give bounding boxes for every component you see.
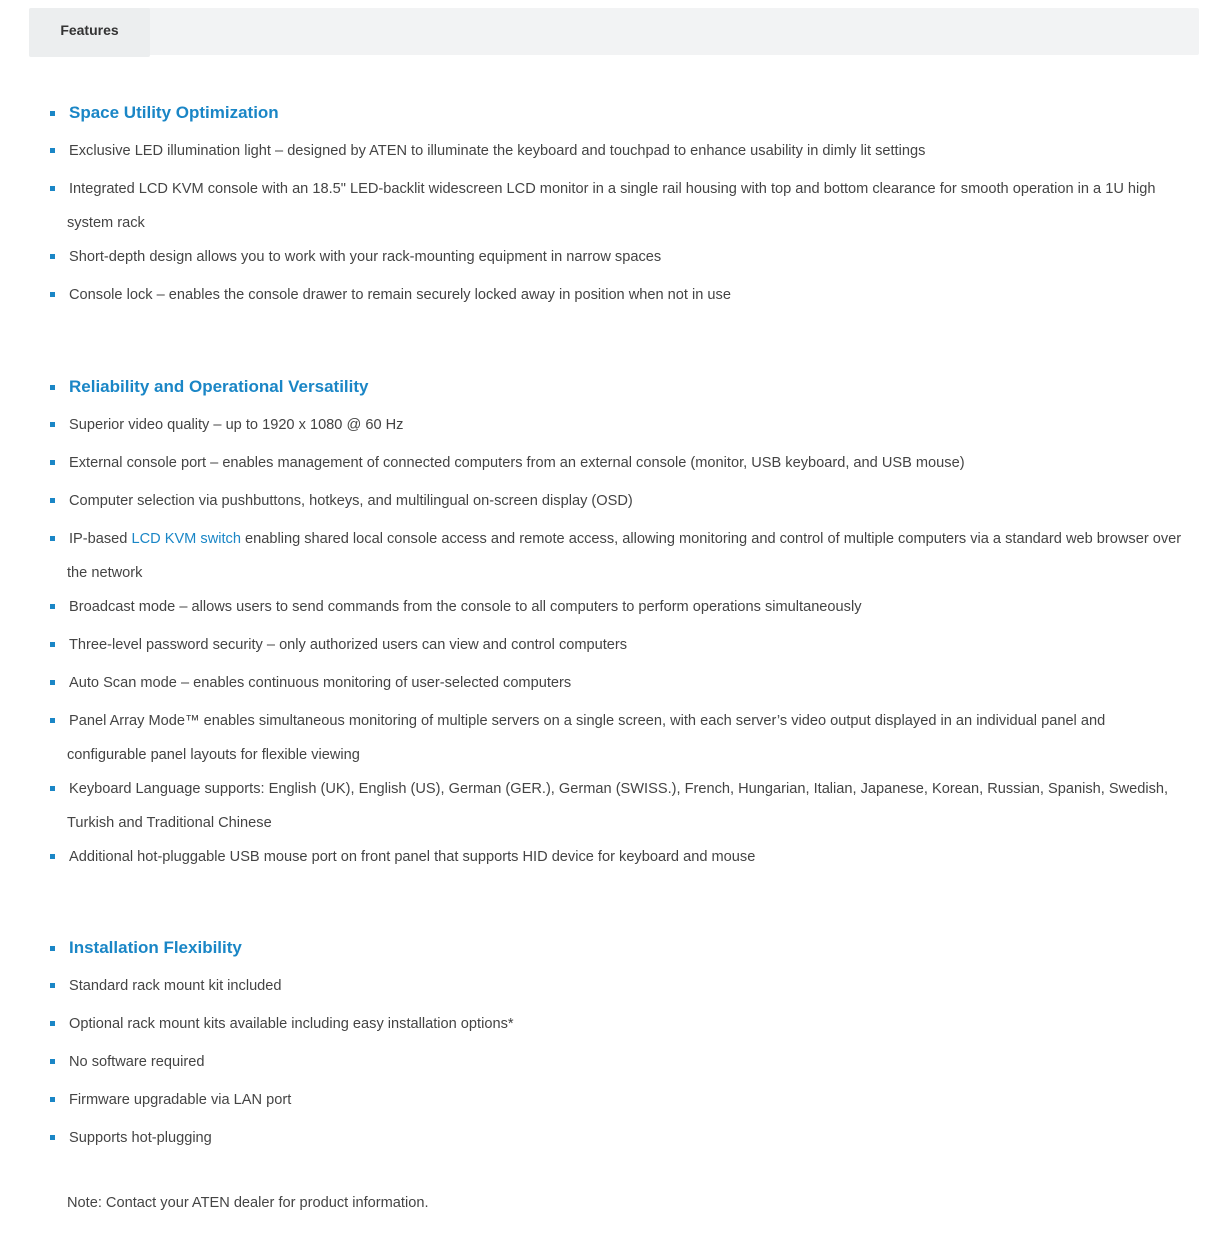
bullet-icon xyxy=(50,148,55,153)
bullet-icon xyxy=(50,1097,55,1102)
list-item: Firmware upgradable via LAN port xyxy=(0,1083,1228,1117)
section-heading: Space Utility Optimization xyxy=(0,96,1228,130)
bullet-icon xyxy=(50,292,55,297)
bullet-icon xyxy=(50,111,55,116)
list-item: Computer selection via pushbuttons, hotkeys, and multilingual on-screen display (OSD) xyxy=(0,484,1228,518)
bullet-icon xyxy=(50,1021,55,1026)
bullet-icon xyxy=(50,422,55,427)
list-item: Supports hot-plugging xyxy=(0,1121,1228,1155)
bullet-icon xyxy=(50,536,55,541)
bullet-icon xyxy=(50,983,55,988)
list-item: Superior video quality – up to 1920 x 1080 @ 60 Hz xyxy=(0,408,1228,442)
bullet-icon xyxy=(50,680,55,685)
list-item: Additional hot-pluggable USB mouse port on front panel that supports HID device for keyboard and mouse xyxy=(0,840,1228,874)
bullet-icon xyxy=(50,460,55,465)
lcd-kvm-switch-link[interactable]: LCD KVM switch xyxy=(131,531,241,547)
list-item: Keyboard Language supports: English (UK), English (US), German (GER.), German (SWISS.), French, Hungarian, Italian, Japanese, Korean, Russian, Spanish, Swedish, Turkish and Traditional Chinese xyxy=(0,772,1228,840)
bullet-icon xyxy=(50,718,55,723)
list-item: Optional rack mount kits available including easy installation options* xyxy=(0,1007,1228,1041)
bullet-icon xyxy=(50,604,55,609)
bullet-icon xyxy=(50,1135,55,1140)
list-item: Auto Scan mode – enables continuous monitoring of user-selected computers xyxy=(0,666,1228,700)
list-item: Standard rack mount kit included xyxy=(0,969,1228,1003)
bullet-icon xyxy=(50,946,55,951)
bullet-icon xyxy=(50,854,55,859)
bullet-icon xyxy=(50,254,55,259)
list-item: Integrated LCD KVM console with an 18.5" LED-backlit widescreen LCD monitor in a single rail housing with top and bottom clearance for smooth operation in a 1U high system rack xyxy=(0,172,1228,240)
list-item: Console lock – enables the console drawer to remain securely locked away in position when not in use xyxy=(0,278,1228,312)
list-item: Short-depth design allows you to work with your rack-mounting equipment in narrow spaces xyxy=(0,240,1228,274)
list-item: External console port – enables management of connected computers from an external console (monitor, USB keyboard, and USB mouse) xyxy=(0,446,1228,480)
list-item: Broadcast mode – allows users to send commands from the console to all computers to perform operations simultaneously xyxy=(0,590,1228,624)
section-installation xyxy=(0,931,1228,1155)
section-reliability xyxy=(0,370,1228,874)
bullet-icon xyxy=(50,186,55,191)
list-item: Three-level password security – only authorized users can view and control computers xyxy=(0,628,1228,662)
bullet-icon xyxy=(50,498,55,503)
list-item: IP-based LCD KVM switch enabling shared local console access and remote access, allowing monitoring and control of multiple computers via a standard web browser over the network xyxy=(0,522,1228,590)
list-item: Panel Array Mode™ enables simultaneous monitoring of multiple servers on a single screen, with each server’s video output displayed in an individual panel and configurable panel layouts for flexible viewing xyxy=(0,704,1228,772)
section-space-utility xyxy=(0,96,1228,312)
note-text: Note: Contact your ATEN dealer for product information. xyxy=(67,1195,429,1211)
bullet-icon xyxy=(50,642,55,647)
list-item: No software required xyxy=(0,1045,1228,1079)
bullet-icon xyxy=(50,385,55,390)
list-item: Exclusive LED illumination light – designed by ATEN to illuminate the keyboard and touchpad to enhance usability in dimly lit settings xyxy=(0,134,1228,168)
section-heading: Reliability and Operational Versatility xyxy=(0,370,1228,404)
tab-features[interactable]: Features xyxy=(29,8,150,57)
bullet-icon xyxy=(50,1059,55,1064)
section-heading: Installation Flexibility xyxy=(0,931,1228,965)
bullet-icon xyxy=(50,786,55,791)
